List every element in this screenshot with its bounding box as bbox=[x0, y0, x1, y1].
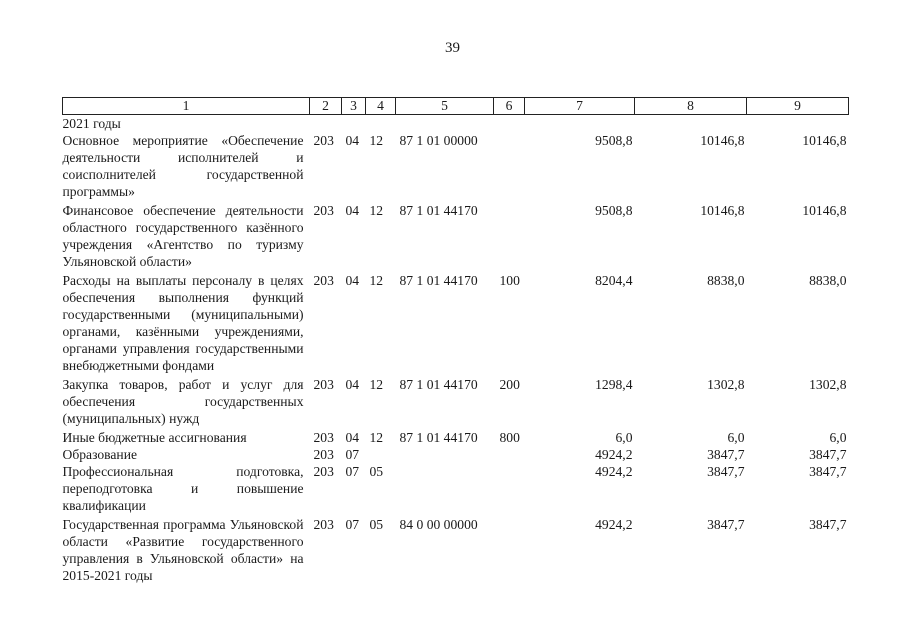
row-csr bbox=[396, 446, 494, 463]
table-row bbox=[63, 429, 849, 446]
row-pr: 12 bbox=[369, 430, 384, 445]
row-value-2019: 1298,4 bbox=[595, 377, 633, 392]
row-vr: 200 bbox=[499, 377, 520, 392]
header-cell-1: 1 bbox=[63, 98, 310, 115]
row-name: Расходы на выплаты персоналу в целях обеспечения выполнения функций государственными (муниципальными) органами, казёнными учреждениями, органами управления государственными внебюджетными фондами bbox=[62, 273, 304, 373]
table-row bbox=[63, 446, 849, 463]
row-csr: 87 1 01 00000 bbox=[399, 133, 478, 148]
row-vr: 800 bbox=[499, 430, 520, 445]
header-cell-4: 4 bbox=[366, 98, 396, 115]
row-value-2021 bbox=[747, 115, 849, 133]
table-row bbox=[63, 202, 849, 272]
row-rz: 04 bbox=[345, 273, 360, 288]
table-row bbox=[63, 115, 849, 133]
row-name: Образование bbox=[62, 447, 138, 462]
row-csr bbox=[396, 463, 494, 516]
row-value-2021: 6,0 bbox=[829, 430, 847, 445]
row-value-2021: 1302,8 bbox=[809, 377, 847, 392]
table-body bbox=[63, 115, 849, 585]
header-cell-7: 7 bbox=[525, 98, 635, 115]
row-csr: 87 1 01 44170 bbox=[399, 203, 478, 218]
row-rz: 04 bbox=[345, 203, 360, 218]
budget-table bbox=[62, 97, 849, 584]
row-rz: 07 bbox=[345, 447, 360, 462]
row-value-2020: 10146,8 bbox=[700, 133, 745, 148]
header-cell-6: 6 bbox=[494, 98, 525, 115]
row-rz bbox=[342, 115, 366, 133]
row-pr bbox=[366, 115, 396, 133]
row-value-2021: 3847,7 bbox=[809, 447, 847, 462]
row-value-2019: 9508,8 bbox=[595, 133, 633, 148]
header-cell-9: 9 bbox=[747, 98, 849, 115]
row-value-2021: 3847,7 bbox=[809, 464, 847, 479]
row-value-2021: 10146,8 bbox=[802, 203, 847, 218]
row-vr bbox=[494, 132, 525, 202]
row-value-2019: 6,0 bbox=[615, 430, 633, 445]
row-value-2021: 8838,0 bbox=[809, 273, 847, 288]
row-rz: 04 bbox=[345, 133, 360, 148]
row-value-2020: 10146,8 bbox=[700, 203, 745, 218]
row-value-2019: 4924,2 bbox=[595, 447, 633, 462]
header-cell-5: 5 bbox=[396, 98, 494, 115]
table-row bbox=[63, 516, 849, 584]
header-row bbox=[63, 98, 849, 115]
page-number: 39 bbox=[445, 40, 460, 56]
row-gr: 203 bbox=[313, 377, 334, 392]
table-row bbox=[63, 463, 849, 516]
row-vr bbox=[494, 115, 525, 133]
row-vr bbox=[494, 516, 525, 584]
row-gr: 203 bbox=[313, 430, 334, 445]
row-value-2019: 4924,2 bbox=[595, 464, 633, 479]
row-name: Основное мероприятие «Обеспечение деятельности исполнителей и соисполнителей государственной программы» bbox=[62, 133, 304, 199]
row-value-2020: 3847,7 bbox=[707, 517, 745, 532]
row-gr: 203 bbox=[313, 273, 334, 288]
row-value-2020: 3847,7 bbox=[707, 447, 745, 462]
row-pr: 12 bbox=[369, 133, 384, 148]
header-cell-3: 3 bbox=[342, 98, 366, 115]
row-vr bbox=[494, 202, 525, 272]
row-csr: 87 1 01 44170 bbox=[399, 273, 478, 288]
row-value-2019: 8204,4 bbox=[595, 273, 633, 288]
row-value-2021: 10146,8 bbox=[802, 133, 847, 148]
header-cell-2: 2 bbox=[310, 98, 342, 115]
table-header bbox=[63, 98, 849, 115]
row-csr: 87 1 01 44170 bbox=[399, 377, 478, 392]
row-name: Профессиональная подготовка, переподготовка и повышение квалификации bbox=[62, 464, 304, 513]
row-gr: 203 bbox=[313, 133, 334, 148]
row-value-2020: 3847,7 bbox=[707, 464, 745, 479]
row-vr bbox=[494, 463, 525, 516]
row-vr: 100 bbox=[499, 273, 520, 288]
row-rz: 07 bbox=[345, 464, 360, 479]
row-csr bbox=[396, 115, 494, 133]
row-value-2020: 8838,0 bbox=[707, 273, 745, 288]
row-vr bbox=[494, 446, 525, 463]
row-name: Закупка товаров, работ и услуг для обеспечения государственных (муниципальных) нужд bbox=[62, 377, 304, 426]
row-gr: 203 bbox=[313, 203, 334, 218]
row-value-2020: 6,0 bbox=[727, 430, 745, 445]
row-csr: 84 0 00 00000 bbox=[399, 517, 478, 532]
row-gr: 203 bbox=[313, 447, 334, 462]
row-pr: 05 bbox=[369, 517, 384, 532]
row-rz: 07 bbox=[345, 517, 360, 532]
row-value-2021: 3847,7 bbox=[809, 517, 847, 532]
row-value-2020 bbox=[635, 115, 747, 133]
table-row bbox=[63, 272, 849, 376]
row-value-2019: 4924,2 bbox=[595, 517, 633, 532]
row-name: Финансовое обеспечение деятельности областного государственного казённого учреждения «Агентство по туризму Ульяновской области» bbox=[62, 203, 304, 269]
row-pr: 12 bbox=[369, 203, 384, 218]
row-rz: 04 bbox=[345, 377, 360, 392]
row-name: 2021 годы bbox=[62, 116, 121, 131]
row-name: Иные бюджетные ассигнования bbox=[62, 430, 247, 445]
row-name: Государственная программа Ульяновской области «Развитие государственного управления в Ульяновской области» на 2015-2021 годы bbox=[62, 517, 304, 583]
row-rz: 04 bbox=[345, 430, 360, 445]
row-value-2019: 9508,8 bbox=[595, 203, 633, 218]
table-row bbox=[63, 376, 849, 429]
row-pr: 12 bbox=[369, 377, 384, 392]
row-pr: 05 bbox=[369, 464, 384, 479]
row-gr bbox=[310, 115, 342, 133]
row-value-2020: 1302,8 bbox=[707, 377, 745, 392]
row-value-2019 bbox=[525, 115, 635, 133]
table-row bbox=[63, 132, 849, 202]
row-pr bbox=[366, 446, 396, 463]
header-cell-8: 8 bbox=[635, 98, 747, 115]
row-gr: 203 bbox=[313, 464, 334, 479]
row-csr: 87 1 01 44170 bbox=[399, 430, 478, 445]
row-gr: 203 bbox=[313, 517, 334, 532]
row-pr: 12 bbox=[369, 273, 384, 288]
